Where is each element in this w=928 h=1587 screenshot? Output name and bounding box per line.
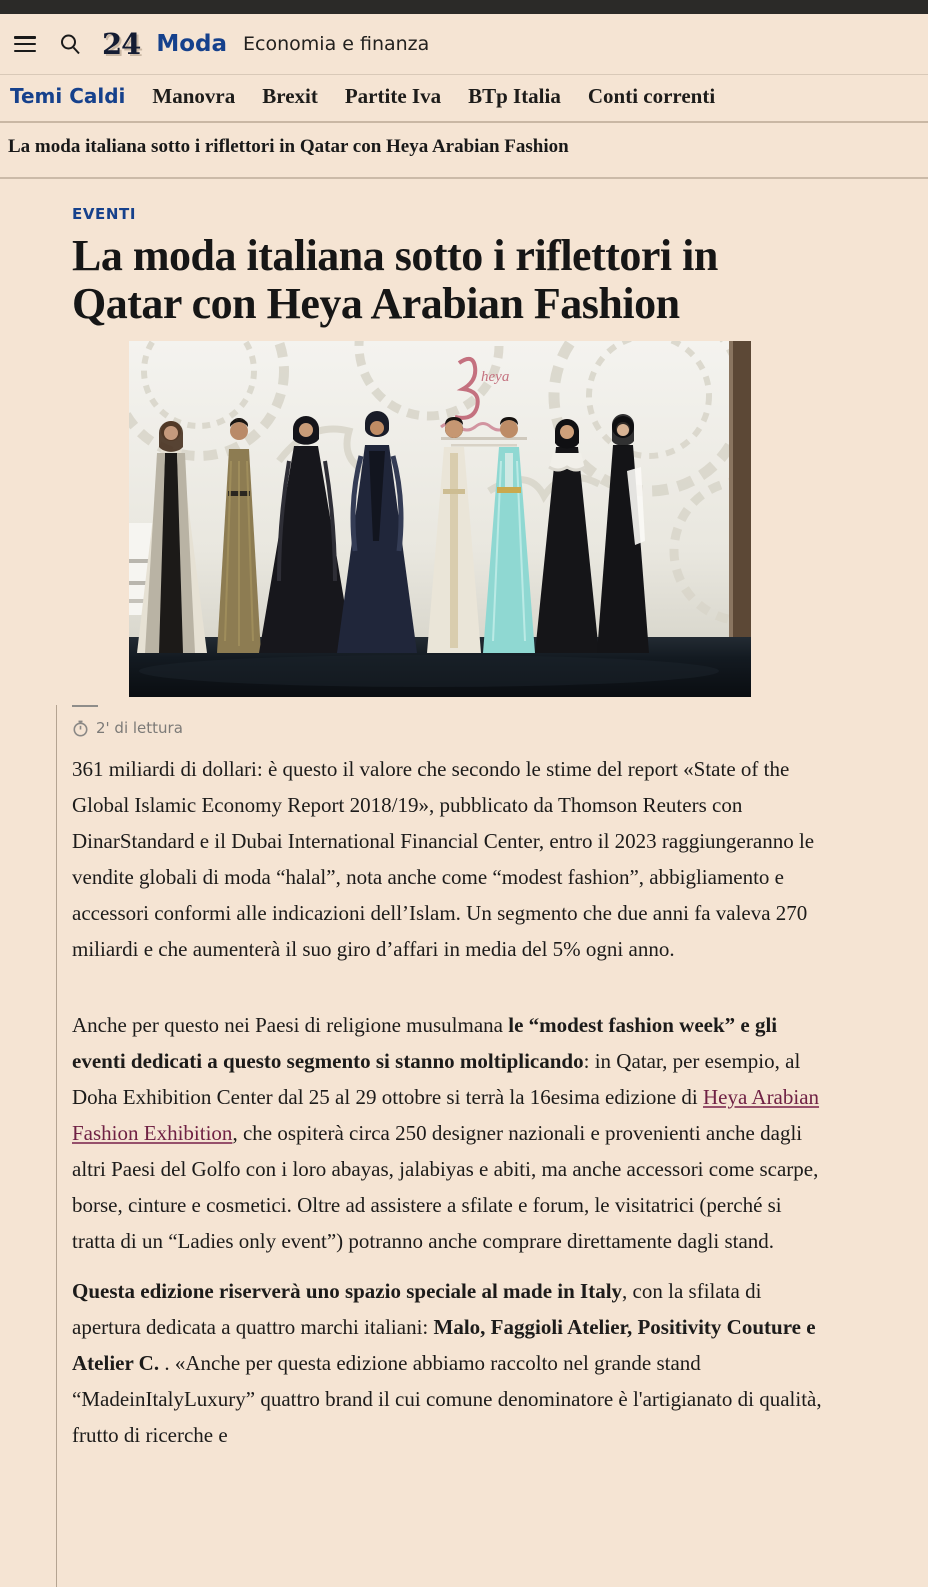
- sole24ore-logo[interactable]: 24: [102, 26, 141, 61]
- body-text: . «Anche per questa edizione abbiamo raccolto nel grande stand “MadeinItalyLuxury” quattro brand il cui comune denominatore è l'artigianato di qualità, frutto di ricerche e: [72, 1351, 822, 1447]
- browser-top-bar: [0, 0, 928, 14]
- inline-link[interactable]: Heya Arabian Fashion Exhibition: [72, 1085, 820, 1145]
- body-text: , con la sfilata di apertura dedicata a quattro marchi italiani:: [72, 1279, 762, 1339]
- article-text: [72, 751, 928, 1453]
- bold-text: Malo, Faggioli Atelier, Positivity Couture e Atelier C.: [72, 1315, 816, 1375]
- topics-label[interactable]: Temi Caldi: [10, 84, 126, 108]
- read-time-label: 2' di lettura: [96, 719, 183, 737]
- topic-item-3[interactable]: Partite Iva: [344, 84, 442, 108]
- stage-right-edge: [733, 341, 751, 641]
- svg-text:heya: heya: [481, 369, 510, 385]
- site-header: [0, 14, 928, 75]
- topic-item-5[interactable]: Conti correnti: [587, 84, 716, 108]
- hero-image-fashion-show: [129, 341, 751, 697]
- article-body: [56, 705, 928, 1587]
- topic-item-4[interactable]: BTp Italia: [468, 84, 561, 108]
- body-text: Anche per questo nei Paesi di religione musulmana: [72, 1013, 509, 1037]
- bold-text: Questa edizione riserverà uno spazio speciale al made in Italy: [72, 1279, 623, 1303]
- article-paragraph-1: [72, 751, 822, 967]
- search-icon[interactable]: [58, 32, 82, 56]
- body-text: 361 miliardi di dollari: è questo il valore che secondo le stime del report «State of the Global Islamic Economy Report 2018/19», pubblicato da Thomson Reuters con DinarStandard e il Dubai International Financial Center, entro il 2023 raggiungeranno le vendite globali di moda “halal”, nota anche come “modest fashion”, abbigliamento e accessori conformi alle indicazioni dell’Islam. Un segmento che due anni fa valeva 270 miliardi e che aumenterà il suo giro d’affari in media del 5% ogni anno.: [72, 757, 815, 961]
- body-text: , che ospiterà circa 250 designer nazionali e provenienti anche dagli altri Paesi del Golfo con i loro abayas, jalabiyas e abiti, ma anche accessori come scarpe, borse, cinture e cosmetici. Oltre ad assistere a sfilate e forum, le visitatrici (perché si tratta di un “Ladies only event”) potranno anche comprare direttamente dagli stand.: [72, 1121, 819, 1253]
- subsection-link[interactable]: Economia e finanza: [243, 33, 430, 55]
- meta-divider-dash: [72, 705, 98, 707]
- bold-text: le “modest fashion week” e gli eventi dedicati a questo segmento si stanno moltiplicando: [72, 1013, 778, 1073]
- hero-image-graphic: [129, 341, 751, 697]
- article-paragraph-2: [72, 1007, 822, 1259]
- section-link-moda[interactable]: Moda: [156, 31, 228, 57]
- article-title: La moda italiana sotto i riflettori in Qatar con Heya Arabian Fashion: [72, 231, 718, 328]
- breadcrumb: La moda italiana sotto i riflettori in Qatar con Heya Arabian Fashion: [0, 123, 928, 179]
- stopwatch-icon: [72, 720, 89, 737]
- article-paragraph-3: [72, 1273, 822, 1453]
- article-main: [0, 205, 928, 1587]
- body-text: : in Qatar, per esempio, al Doha Exhibition Center dal 25 al 29 ottobre si terrà la 16esima edizione di: [72, 1049, 801, 1109]
- topic-item-2[interactable]: Brexit: [262, 84, 318, 108]
- topic-item-1[interactable]: Manovra: [152, 84, 236, 108]
- hot-topics-bar: [0, 75, 928, 123]
- article-kicker[interactable]: EVENTI: [72, 205, 137, 223]
- hamburger-menu-icon[interactable]: [14, 36, 36, 52]
- read-time: [72, 719, 928, 737]
